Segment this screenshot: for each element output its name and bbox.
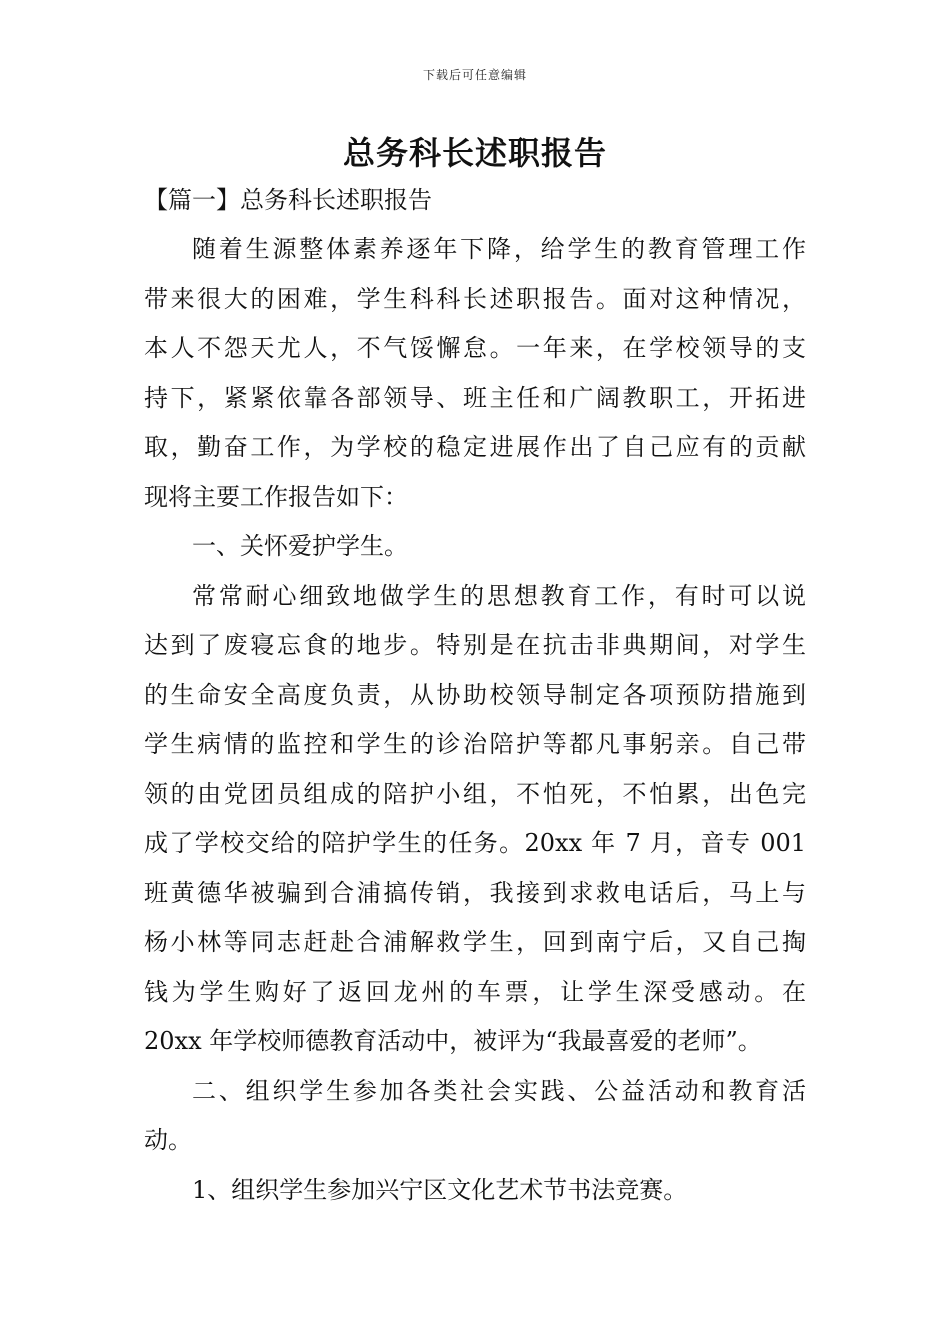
document-body [144,225,806,1215]
text-line: 动。 [144,1126,192,1154]
section-heading: 【篇一】总务科长述职报告 [144,186,432,214]
paragraph-heading-one [144,522,806,572]
text-line: 成了学校交给的陪护学生的任务。20xx 年 7 月，音专 001 [144,829,806,857]
text-line: 领的由党团员组成的陪护小组，不怕死，不怕累，出色完 [144,779,806,808]
document-title: 总务科长述职报告 [342,134,607,172]
text-line: 二、组织学生参加各类社会实践、公益活动和教育活 [192,1076,806,1105]
text-line: 现将主要工作报告如下： [144,482,408,511]
text-line: 的生命安全高度负责，从协助校领导制定各项预防措施到 [144,680,806,709]
text-line: 持下，紧紧依靠各部领导、班主任和广阔教职工，开拓进 [144,383,806,412]
paragraph-intro [144,225,806,522]
text-line: 达到了废寝忘食的地步。特别是在抗击非典期间，对学生 [144,631,806,659]
text-line: 本人不怨天尤人，不气馁懈怠。一年来，在学校领导的支 [144,334,806,362]
text-line: 取，勤奋工作，为学校的稳定进展作出了自己应有的贡献 [144,433,806,461]
text-line: 常常耐心细致地做学生的思想教育工作，有时可以说 [192,581,806,610]
text-line: 1、组织学生参加兴宁区文化艺术节书法竞赛。 [192,1175,688,1204]
page-header-note: 下载后可任意编辑 [422,68,527,82]
paragraph-care-students [144,572,806,1067]
text-line: 20xx 年学校师德教育活动中，被评为“我最喜爱的老师”。 [144,1027,762,1055]
text-line: 学生病情的监控和学生的诊治陪护等都凡事躬亲。自己带 [144,730,806,758]
text-line: 一、关怀爱护学生。 [192,532,408,560]
paragraph-heading-two [144,1067,806,1166]
text-line: 钱为学生购好了返回龙州的车票，让学生深受感动。在 [144,977,806,1006]
paragraph-item-one [144,1166,806,1216]
text-line: 班黄德华被骗到合浦搞传销，我接到求救电话后，马上与 [144,878,806,907]
text-line: 带来很大的困难，学生科科长述职报告。面对这种情况， [144,284,806,313]
text-line: 随着生源整体素养逐年下降，给学生的教育管理工作 [192,235,806,263]
text-line: 杨小林等同志赶赴合浦解救学生，回到南宁后，又自己掏 [144,928,806,956]
